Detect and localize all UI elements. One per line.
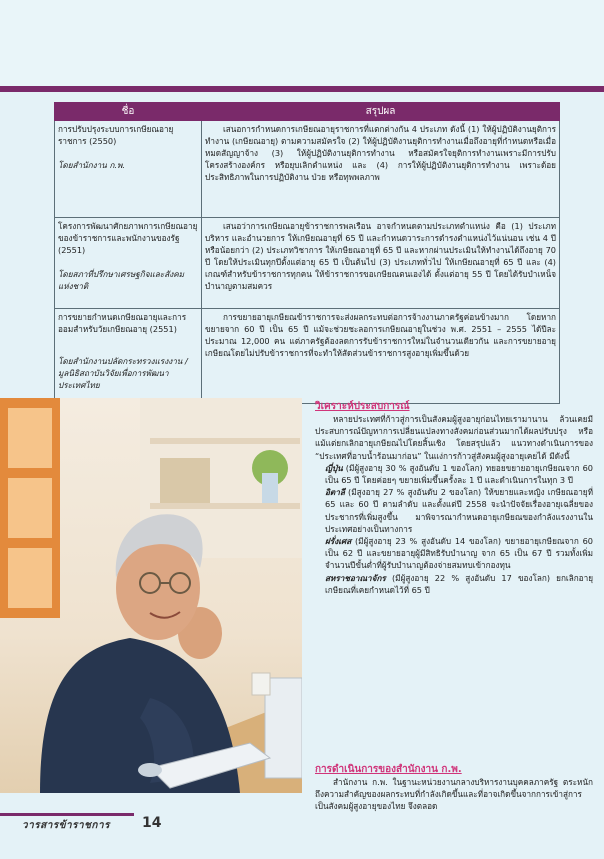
project-name: การปรับปรุงระบบการเกษียณอายุราชการ (2550) [58, 124, 174, 146]
country-paragraph [315, 486, 593, 535]
project-org: โดยสำนักงานปลัดกระทรวงแรงงาน / มูลนิธิสถาบันวิจัยเพื่อการพัฒนาประเทศไทย [58, 356, 188, 390]
project-name: โครงการพัฒนาศักยภาพการเกษียณอายุของข้าราชการและพนักงานของรัฐ (2551) [58, 221, 198, 255]
row-summary-cell [202, 121, 560, 218]
elderly-man-photo [0, 398, 302, 793]
project-org: โดยสำนักงาน ก.พ. [58, 160, 126, 170]
country-paragraph [315, 535, 593, 572]
country-name: ฝรั่งเศส [325, 536, 352, 547]
project-name: การขยายกำหนดเกษียณอายุและการออมสำหรับวัยเกษียณอายุ (2551) [58, 312, 187, 334]
table-header-row [55, 103, 560, 121]
country-paragraph [315, 572, 593, 596]
summary-table [54, 102, 560, 404]
section-title-experience: วิเคราะห์ประสบการณ์ [315, 401, 410, 412]
journal-title: วารสารข้าราชการ [22, 820, 110, 831]
country-text: (มีผู้สูงอายุ 30 % สูงอันดับ 1 ของโลก) ทยอยขยายอายุเกษียณจาก 60 เป็น 65 ปี โดยค่อยๆ ขยายเพิ่มขึ้นครั้งละ 1 ปี และดำเนินการในทุก 3 ปี [325, 462, 594, 486]
section-title-ocsc: การดำเนินการของสำนักงาน ก.พ. [315, 764, 462, 775]
country-name: สหราชอาณาจักร [325, 572, 386, 583]
experience-intro: หลายประเทศที่ก้าวสู่การเป็นสังคมผู้สูงอายุก่อนไทยเรามานาน ล้วนเคยมีประสบการณ์ปัญหาการเปลี่ยนแปลงทางสังคมก่อนส่วนมากได้ผลปรับปรุง หรือแม้แต่ยกเลิกอายุเกษียณไปโดยสิ้นเชิง โดยสรุปแล้ว แนวทางดำเนินการของ “ประเทศที่อาบน้ำร้อนมาก่อน” ในแง่การก้าวสู่สังคมผู้สูงอายุเคยได้ มีดังนี้ [315, 414, 593, 461]
ocsc-text: สำนักงาน ก.พ. ในฐานะหน่วยงานกลางบริหารงานบุคคลภาครัฐ ตระหนักถึงความสำคัญของผลกระทบที่กำลังเกิดขึ้นและที่อาจเกิดขึ้นจากการเข้าสู่การเป็นสังคมผู้สูงอายุของไทย จึงตลอด [315, 777, 593, 812]
column-header-summary: สรุปผล [202, 103, 560, 121]
column-header-name: ชื่อ [55, 103, 202, 121]
project-summary: การขยายอายุเกษียณข้าราชการจะส่งผลกระทบต่อการจ้างงานภาครัฐค่อนข้างมาก โดยหากขยายจาก 60 ปี เป็น 65 ปี แม้จะช่วยชะลอการเกษียณอายุในช่วง พ.ศ. 2551 – 2555 ได้ปีละประมาณ 12,000 คน แต่ภาครัฐต้องลดการรับข้าราชการใหม่ในจำนวนเดียวกัน และการขยายอายุเกษียณโดยไม่ปรับข้าราชการที่จะทำให้สัดส่วนข้าราชการสูงอายุเพิ่มขึ้นด้วย [205, 312, 556, 358]
project-org: โดยสภาที่ปรึกษาเศรษฐกิจและสังคมแห่งชาติ [58, 269, 185, 291]
row-summary-cell [202, 309, 560, 404]
footer-rule [0, 813, 134, 816]
country-text: (มีสูงอายุ 27 % สูงอันดับ 2 ของโลก) ให้ขยายและหญิง เกษียณอายุที่ 65 และ 60 ปี ตามลำดับ และตั้งแต่ปี 2558 จะนำปัจจัยเรื่องอายุเฉลี่ยของประชากรที่เพิ่มสูงขึ้น มาพิจารณากำหนดอายุเกษียณของกำลังแรงงานในประเทศอย่างเป็นทางการ [325, 487, 593, 534]
header-rule [0, 86, 604, 92]
page-number: 14 [142, 815, 162, 831]
row-name-cell [55, 121, 202, 218]
row-name-cell [55, 218, 202, 309]
project-summary: เสนอการกำหนดการเกษียณอายุราชการที่แตกต่างกัน 4 ประเภท ดังนี้ (1) ให้ผู้ปฏิบัติงานยุติการทำงาน (เกษียณอายุ) ตามความสมัครใจ (2) ให้ผู้ปฏิบัติงานยุติการทำงานเมื่อถึงอายุที่กำหนดหรือเมื่อหมดสัญญาจ้าง (3) ให้ผู้ปฏิบัติงานยุติการทำงาน หรือสมัครใจยุติการทำงานเพราะมีการปรับโครงสร้างองค์กร หรือยุบเลิกตำแหน่ง และ (4) การให้ผู้ปฏิบัติงานยุติการทำงาน เพราะด้อยประสิทธิภาพในการปฏิบัติงาน ป่วย หรือทุพพลภาพ [205, 124, 556, 182]
country-text: (มีผู้สูงอายุ 23 % สูงอันดับ 14 ของโลก) ขยายอายุเกษียณจาก 60 เป็น 62 ปี และขยายอายุผู้มีสิทธิรับบำนาญ จาก 65 เป็น 67 ปี รวมทั้งเพิ่มจำนวนปีขั้นต่ำที่ผู้รับบำนาญต้องจ่ายสมทบเข้ากองทุน [325, 536, 593, 571]
project-summary: เสนอว่าการเกษียณอายุข้าราชการพลเรือน อาจกำหนดตามประเภทตำแหน่ง คือ (1) ประเภทบริหาร และอำนวยการ ให้เกษียณอายุที่ 65 ปี และกำหนดวาระการดำรงตำแหน่งไว้แน่นอน เช่น 4 ปีหรือน้อยกว่า (2) ประเภทวิชาการ ให้เกษียณอายุที่ 65 ปี และหากผ่านประเมินให้ทำงานได้ถึงอายุ 70 ปี โดยให้ประเมินทุกปีตั้งแต่อายุ 65 ปี เป็นต้นไป (3) ประเภททั่วไป ให้เกษียณอายุที่ 65 ปี และ (4) เกณฑ์สำหรับข้าราชการทุกคน ให้ข้าราชการขอเกษียณตนเองได้ ตั้งแต่อายุ 55 ปี โดยได้รับบำเหน็จบำนาญตามสมควร [205, 221, 556, 291]
experience-body [315, 413, 593, 596]
country-paragraph [315, 462, 593, 486]
row-summary-cell [202, 218, 560, 309]
photo-illustration [0, 398, 302, 793]
table-row [55, 309, 560, 404]
ocsc-body [315, 776, 593, 813]
table-row [55, 218, 560, 309]
top-band [0, 0, 604, 86]
table-row [55, 121, 560, 218]
country-text: (มีผู้สูงอายุ 22 % สูงอันดับ 17 ของโลก) ยกเลิกอายุเกษียณที่เคยกำหนดไว้ที่ 65 ปี [325, 572, 593, 595]
country-name: อิตาลี [325, 487, 345, 498]
row-name-cell [55, 309, 202, 404]
country-name: ญี่ปุ่น [325, 462, 343, 473]
